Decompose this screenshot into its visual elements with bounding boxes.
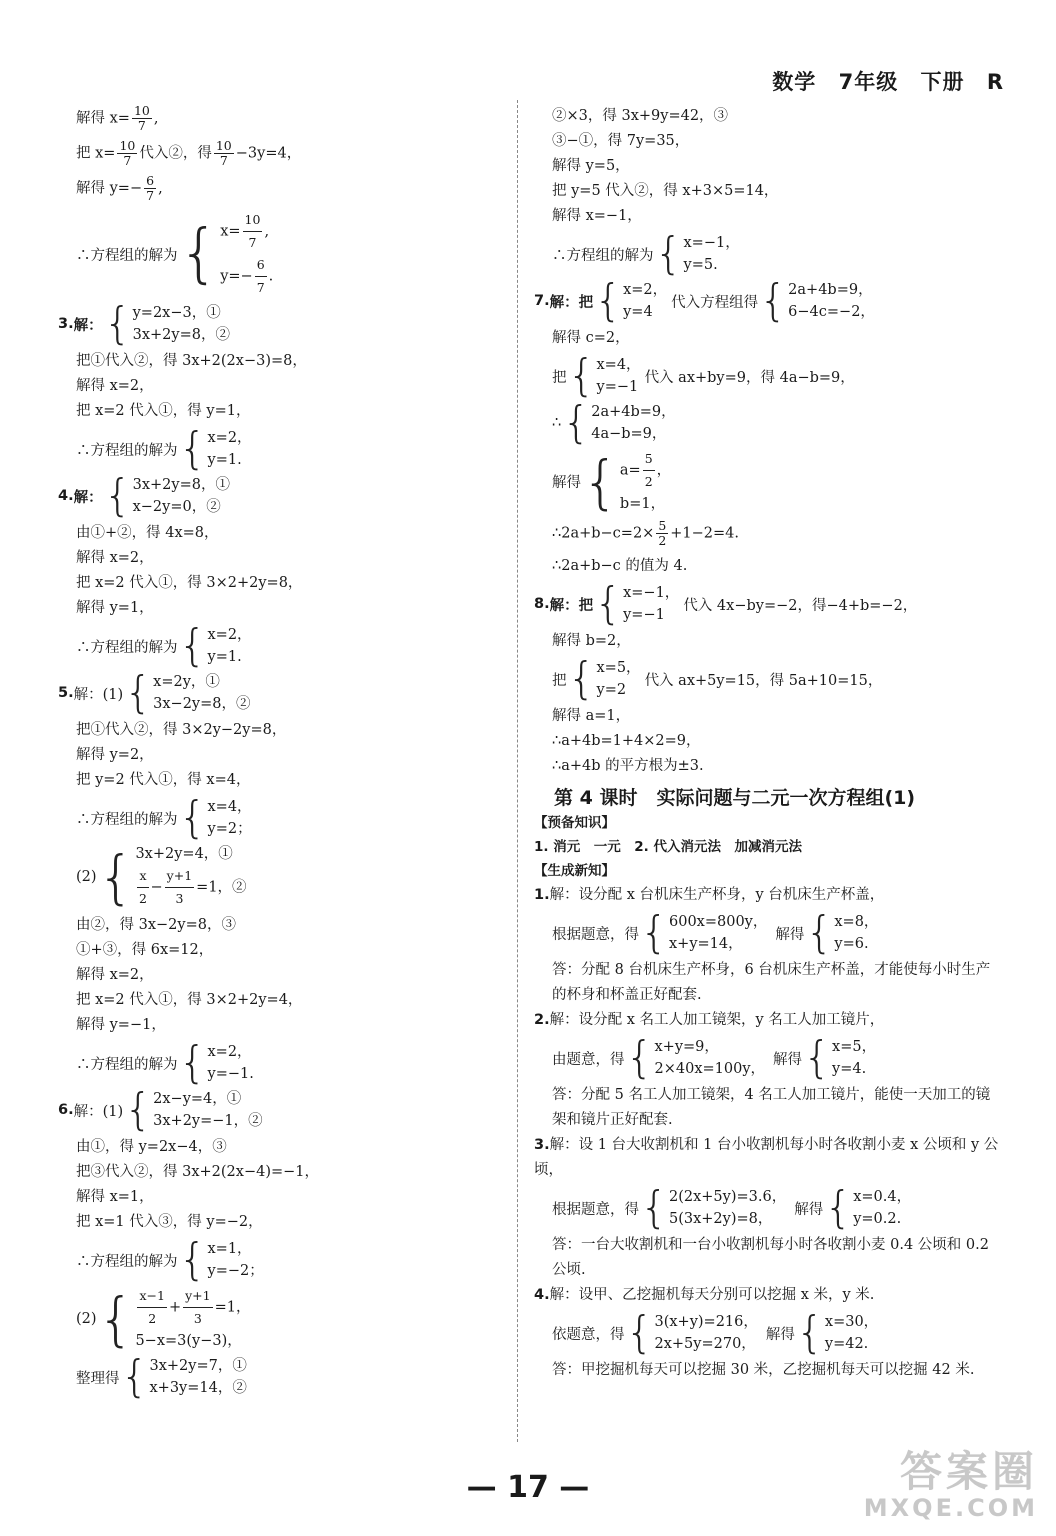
- text-line: 解得 b=2，: [552, 633, 631, 649]
- solution-system: ∴方程组的解为 { x=2， y=−1.: [76, 1037, 254, 1088]
- text-line: 解得 x=2，: [76, 967, 154, 983]
- problem-3-system: 根据题意，得 { 2(2x+5y)=3.6， 5(3x+2y)=8， 解得 { x=0.4， y=0.2.: [552, 1182, 912, 1233]
- problem-4-head: 4.解：设甲、乙挖掘机每天分别可以挖掘 x 米，y 米.: [534, 1287, 875, 1303]
- text-line: 解得 x=1，: [76, 1189, 154, 1205]
- text-line: 解得 x=−1，: [552, 208, 642, 224]
- question-3-system: 3. 解： { y=2x−3，① 3x+2y=8，②: [58, 298, 230, 349]
- page-header: [758, 66, 1004, 96]
- text-line: 由②，得 3x−2y=8，③: [76, 917, 236, 933]
- text-line: 解得 y=− $\frac{6}{7}$ ,: [76, 173, 163, 203]
- section-tag: 【生成新知】: [534, 863, 615, 879]
- text-line: 解得 x=2，: [76, 378, 154, 394]
- problem-1-system: 根据题意，得 { 600x=800y， x+y=14， 解得 { x=8， y=6.: [552, 907, 879, 958]
- text-line: 把 x=1 代入③，得 y=−2，: [76, 1214, 263, 1230]
- text-line: ∴a+4b 的平方根为±3.: [552, 758, 704, 774]
- subject: 数学: [772, 70, 817, 94]
- answer-text: 答：甲挖掘机每天可以挖掘 30 米，乙挖掘机每天可以挖掘 42 米.: [552, 1362, 975, 1378]
- text-line: 解得 x= $\frac{10}{7}$ ,: [76, 103, 159, 133]
- column-divider: [517, 100, 518, 1442]
- text-line: 把 x=2 代入①，得 y=1，: [76, 403, 251, 419]
- solution-system: ∴方程组的解为 { x=−1， y=5.: [552, 228, 740, 279]
- text-line: 把 x=2 代入①，得 3×2+2y=8，: [76, 575, 303, 591]
- grade: 7年级: [838, 70, 899, 94]
- text-line: ∴2a+b−c 的值为 4.: [552, 558, 688, 574]
- combined-system: ∴ { 2a+4b=9， 4a−b=9，: [552, 397, 676, 448]
- answer-text: 答：一台大收割机和一台小收割机每小时各收割小麦 0.4 公顷和 0.2 公顷.: [552, 1237, 989, 1278]
- solution-system: ∴方程组的解为 { x=1， y=−2；: [76, 1234, 264, 1285]
- text-line: ∴2a+b−c=2× $\frac{5}{2}$ +1−2=4.: [552, 518, 740, 548]
- text-line: 把①代入②，得 3×2y−2y=8，: [76, 722, 287, 738]
- solution-system: 解得 { a= $\frac{5}{2}$ ， b=1，: [552, 447, 672, 516]
- text-line: ③−①，得 7y=35，: [552, 133, 690, 149]
- volume: 下册: [920, 70, 965, 94]
- solution-system: ∴方程组的解为 { x=4， y=2；: [76, 792, 252, 843]
- question-6-system: 6. 解：(1) { 2x−y=4，① 3x+2y=−1，②: [58, 1084, 263, 1135]
- problem-2-head: 2.解：设分配 x 名工人加工镜架，y 名工人加工镜片，: [534, 1012, 885, 1028]
- left-column: [58, 104, 503, 1402]
- question-4-system: 4. 解： { 3x+2y=8，① x−2y=0，②: [58, 470, 230, 521]
- substitution-system: 把 { x=4， y=−1 代入 ax+by=9，得 4a−b=9，: [552, 350, 855, 401]
- text-line: 由①+②，得 4x=8，: [76, 525, 219, 541]
- text-line: 解得 y=1，: [76, 600, 154, 616]
- problem-2-system: 由题意，得 { x+y=9， 2×40x=100y， 解得 { x=5， y=4.: [552, 1032, 877, 1083]
- watermark-url: MXQE.COM: [863, 1494, 1038, 1522]
- question-5-part-2-system: (2) { 3x+2y=4，① $\frac{x}{2}$ − $\frac{y+1}{3}$ =1，②: [76, 842, 247, 911]
- problem-1-head: 1.解：设分配 x 台机床生产杯身，y 台机床生产杯盖，: [534, 887, 885, 903]
- answer-text: 答：分配 8 台机床生产杯身，6 台机床生产杯盖，才能使每小时生产的杯身和杯盖正好配套.: [552, 962, 991, 1003]
- text-line: 解得 y=−1，: [76, 1017, 166, 1033]
- right-column: [534, 104, 1004, 1383]
- page-number: — 17 —: [466, 1470, 590, 1505]
- text-line: 解得 x=2，: [76, 550, 154, 566]
- text-line: ∴a+4b=1+4×2=9，: [552, 733, 701, 749]
- edition: R: [986, 70, 1004, 94]
- answer-text: 答：分配 5 名工人加工镜架，4 名工人加工镜片，能使一天加工的镜架和镜片正好配套.: [552, 1087, 991, 1128]
- text-line: 1. 消元 一元 2. 代入消元法 加减消元法: [534, 839, 802, 855]
- text-line: ①+③，得 6x=12，: [76, 942, 214, 958]
- text-line: 解得 y=5，: [552, 158, 630, 174]
- problem-3-head: 3.解：设 1 台大收割机和 1 台小收割机每小时各收割小麦 x 公顷和 y 公顷，: [534, 1137, 999, 1178]
- text-line: ②×3，得 3x+9y=42，③: [552, 108, 729, 124]
- section-tag: 【预备知识】: [534, 815, 615, 831]
- text-line: 解得 c=2，: [552, 330, 630, 346]
- text-line: 把①代入②，得 3x+2(2x−3)=8，: [76, 353, 307, 369]
- question-8-system: 8. 解：把 { x=−1， y=−1 代入 4x−by=−2，得−4+b=−2，: [534, 578, 918, 629]
- substitution-system: 把 { x=5， y=2 代入 ax+5y=15，得 5a+10=15，: [552, 653, 883, 704]
- question-5-system: 5. 解：(1) { x=2y，① 3x−2y=8，②: [58, 667, 251, 718]
- text-line: 由①，得 y=2x−4，③: [76, 1139, 227, 1155]
- solution-system: ∴方程组的解为 { x=2， y=1.: [76, 423, 252, 474]
- solution-system: ∴方程组的解为 { x= $\frac{10}{7}$ , y=− $\frac{6}{7}$ .: [58, 209, 503, 299]
- fraction: $\frac{10}{7}$: [133, 103, 150, 133]
- watermark-logo-text: 答案圈: [899, 1447, 1038, 1496]
- text-line: 把 y=2 代入①，得 x=4，: [76, 772, 251, 788]
- section-title: 第 4 课时 实际问题与二元一次方程组(1): [554, 787, 916, 809]
- problem-4-system: 依题意，得 { 3(x+y)=216， 2x+5y=270， 解得 { x=30， y=42.: [552, 1307, 879, 1358]
- text-line: 把③代入②，得 3x+2(2x−4)=−1，: [76, 1164, 320, 1180]
- simplified-system: 整理得 { 3x+2y=7，① x+3y=14，②: [76, 1351, 247, 1402]
- solution-system: ∴方程组的解为 { x=2， y=1.: [76, 620, 252, 671]
- text-line: 解得 y=2，: [76, 747, 154, 763]
- text-line: 解得 a=1，: [552, 708, 631, 724]
- question-6-part-2-system: (2) { $\frac{x-1}{2}$ + $\frac{y+1}{3}$ =1， 5−x=3(y−3)，: [76, 1284, 251, 1353]
- text-line: 把 x= $\frac{10}{7}$ 代入②，得 $\frac{10}{7}$ −3y=4，: [76, 138, 302, 168]
- text-line: 把 y=5 代入②，得 x+3×5=14，: [552, 183, 779, 199]
- watermark: [863, 1447, 1038, 1522]
- text-line: 把 x=2 代入①，得 3×2+2y=4，: [76, 992, 303, 1008]
- question-7-system: 7. 解：把 { x=2， y=4 代入方程组得 { 2a+4b=9， 6−4c=−2，: [534, 275, 875, 326]
